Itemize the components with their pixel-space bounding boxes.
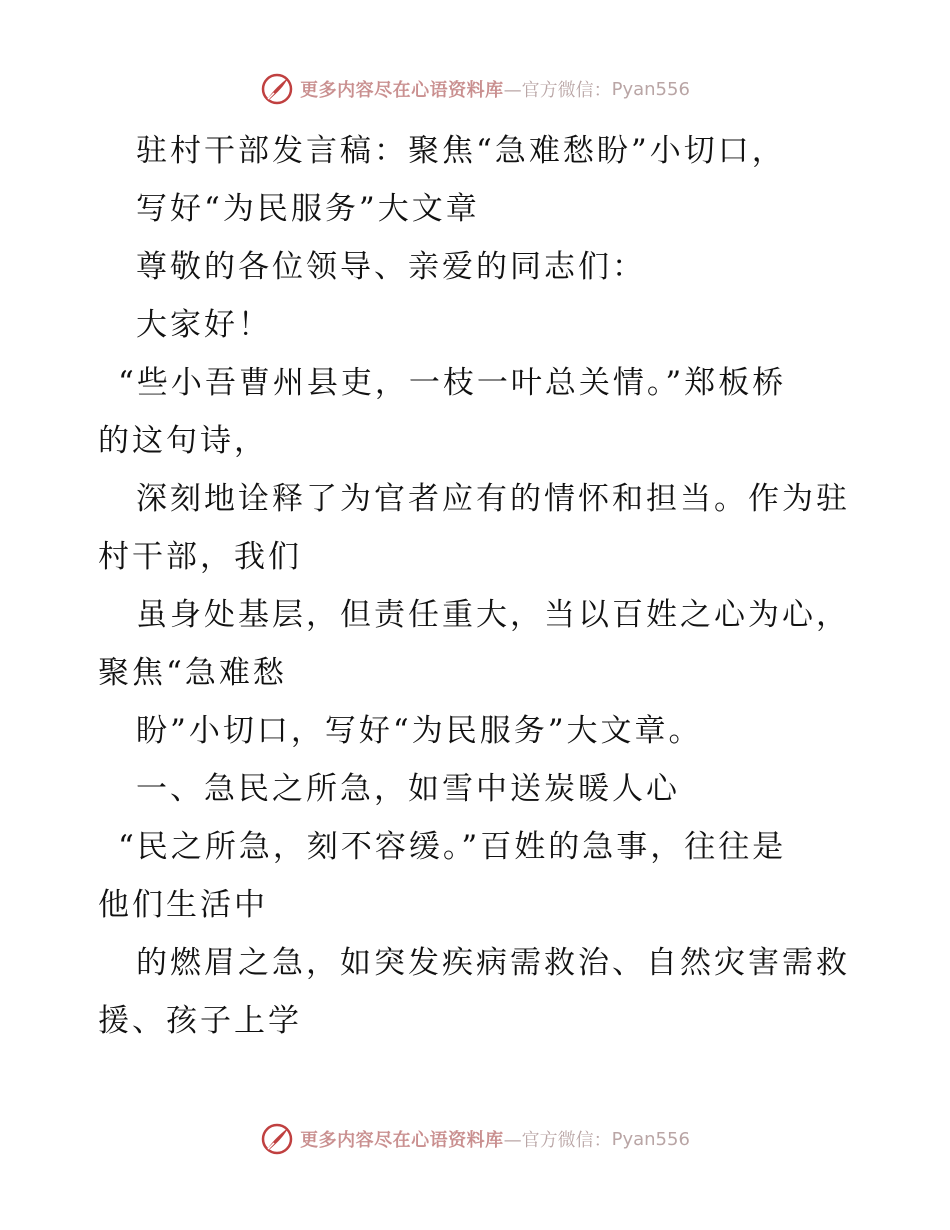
watermark-footer (0, 1122, 950, 1156)
paragraph-line: 他们生活中 (98, 887, 268, 923)
paragraph-line: “民之所急，刻不容缓。”百姓的急事，往往是 (118, 829, 787, 865)
document-body (98, 122, 858, 1050)
paragraph-line: 虽身处基层，但责任重大，当以百姓之心为心， (136, 597, 850, 633)
watermark-wechat-id: Pyan556 (611, 78, 690, 100)
paragraph-line: 援、孩子上学 (98, 1003, 302, 1039)
watermark-wechat-id: Pyan556 (611, 1128, 690, 1150)
watermark-title: 更多内容尽在心语资料库 (300, 1130, 504, 1151)
paragraph-line: 村干部，我们 (98, 539, 302, 575)
section-heading: 一、急民之所急，如雪中送炭暖人心 (136, 771, 680, 807)
doc-title-line-2: 写好“为民服务”大文章 (136, 191, 480, 227)
quill-logo-icon (260, 72, 294, 106)
paragraph-line: 聚焦“急难愁 (98, 655, 287, 691)
quill-logo-icon (260, 1122, 294, 1156)
salutation: 尊敬的各位领导、亲爱的同志们： (136, 249, 646, 285)
paragraph-line: 深刻地诠释了为官者应有的情怀和担当。作为驻 (136, 481, 850, 517)
watermark-wechat-label: —官方微信： (503, 1130, 612, 1151)
paragraph-line: 盼”小切口，写好“为民服务”大文章。 (136, 713, 703, 749)
watermark-header (0, 72, 950, 106)
watermark-wechat-label: —官方微信： (503, 80, 612, 101)
paragraph-line: 的这句诗， (98, 423, 268, 459)
greeting: 大家好！ (136, 307, 272, 343)
doc-title-line-1: 驻村干部发言稿：聚焦“急难愁盼”小切口， (136, 133, 786, 169)
watermark-title: 更多内容尽在心语资料库 (300, 80, 504, 101)
paragraph-line: “些小吾曹州县吏，一枝一叶总关情。”郑板桥 (118, 365, 787, 401)
paragraph-line: 的燃眉之急，如突发疾病需救治、自然灾害需救 (136, 945, 850, 981)
